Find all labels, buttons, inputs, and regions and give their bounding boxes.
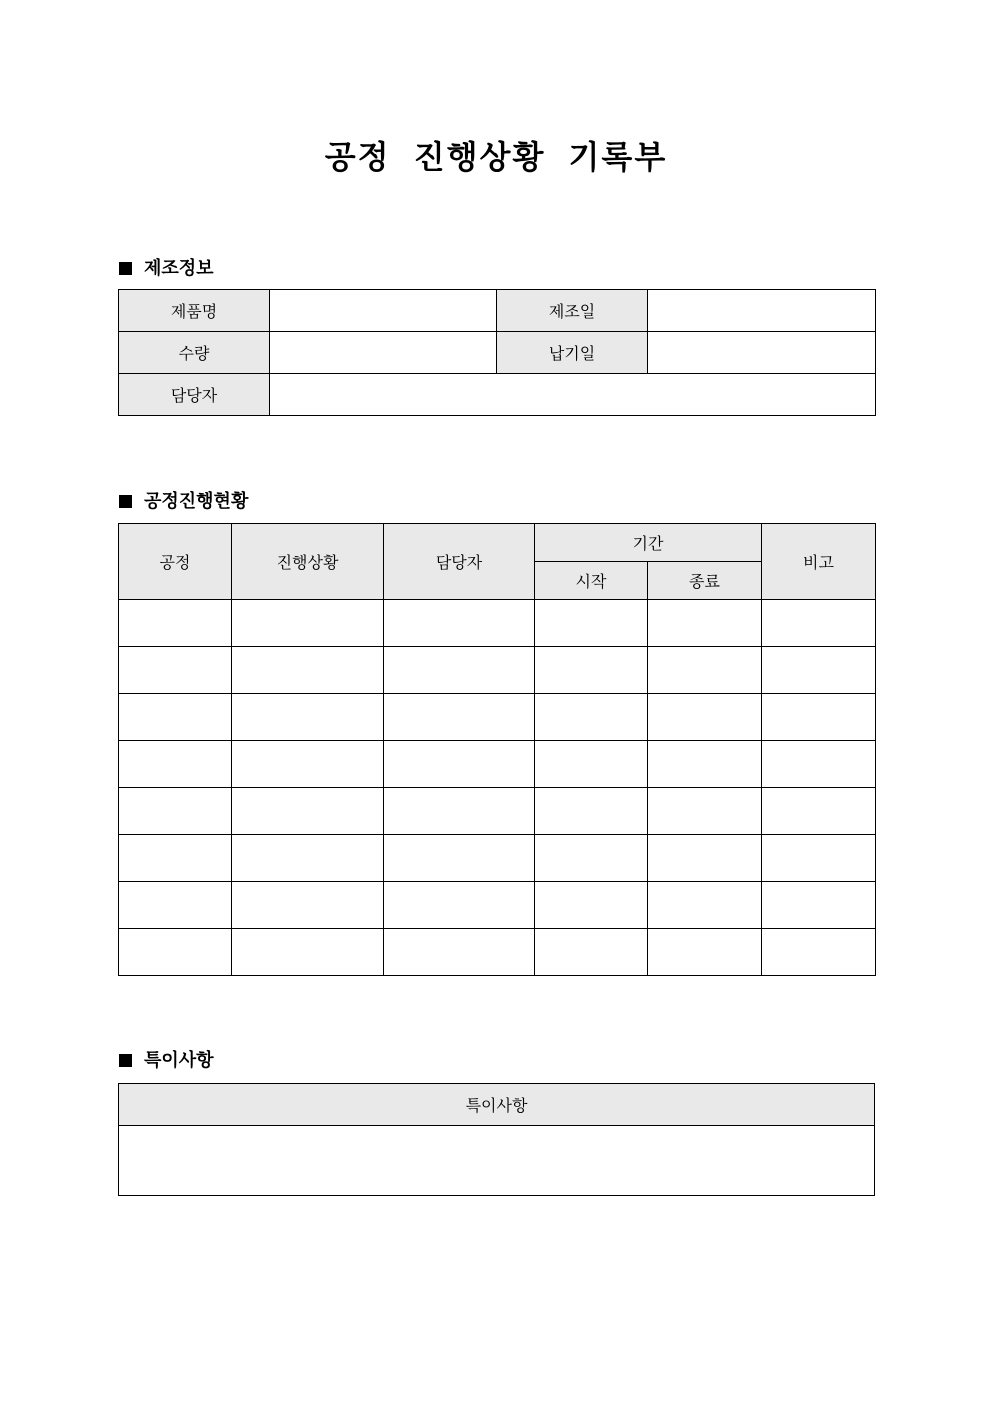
header-start: 시작 <box>535 562 648 600</box>
end-cell[interactable] <box>648 882 762 929</box>
end-cell[interactable] <box>648 788 762 835</box>
remarks-table <box>118 1083 875 1196</box>
process-status-table <box>118 523 876 976</box>
status-cell[interactable] <box>232 741 384 788</box>
table-row <box>119 600 876 647</box>
status-cell[interactable] <box>232 929 384 976</box>
end-cell[interactable] <box>648 600 762 647</box>
manager-cell[interactable] <box>384 882 535 929</box>
start-cell[interactable] <box>535 600 648 647</box>
section-heading-label: 공정진행현황 <box>144 491 249 512</box>
section-heading-manufacturing-info <box>119 254 214 280</box>
process-cell[interactable] <box>119 882 232 929</box>
header-end: 종료 <box>648 562 762 600</box>
status-cell[interactable] <box>232 694 384 741</box>
start-cell[interactable] <box>535 647 648 694</box>
note-cell[interactable] <box>762 882 876 929</box>
note-cell[interactable] <box>762 694 876 741</box>
table-row <box>119 647 876 694</box>
status-cell[interactable] <box>232 600 384 647</box>
manager-cell[interactable] <box>384 600 535 647</box>
status-cell[interactable] <box>232 647 384 694</box>
manufacture-date-field[interactable] <box>648 290 876 332</box>
manufacturing-info-table <box>118 289 876 416</box>
note-cell[interactable] <box>762 929 876 976</box>
table-row <box>119 788 876 835</box>
header-process: 공정 <box>119 524 232 600</box>
header-period: 기간 <box>535 524 762 562</box>
start-cell[interactable] <box>535 929 648 976</box>
manager-cell[interactable] <box>384 929 535 976</box>
section-heading-label: 제조정보 <box>144 258 214 279</box>
note-cell[interactable] <box>762 835 876 882</box>
status-cell[interactable] <box>232 788 384 835</box>
start-cell[interactable] <box>535 741 648 788</box>
process-cell[interactable] <box>119 600 232 647</box>
header-status: 진행상황 <box>232 524 384 600</box>
manager-cell[interactable] <box>384 694 535 741</box>
process-cell[interactable] <box>119 647 232 694</box>
end-cell[interactable] <box>648 835 762 882</box>
start-cell[interactable] <box>535 788 648 835</box>
note-cell[interactable] <box>762 600 876 647</box>
table-row <box>119 929 876 976</box>
process-cell[interactable] <box>119 694 232 741</box>
product-name-label: 제품명 <box>119 290 270 332</box>
start-cell[interactable] <box>535 835 648 882</box>
table-row <box>119 882 876 929</box>
remarks-header: 특이사항 <box>119 1084 875 1126</box>
end-cell[interactable] <box>648 694 762 741</box>
note-cell[interactable] <box>762 788 876 835</box>
manufacture-date-label: 제조일 <box>497 290 648 332</box>
end-cell[interactable] <box>648 741 762 788</box>
delivery-date-field[interactable] <box>648 332 876 374</box>
product-name-field[interactable] <box>270 290 497 332</box>
end-cell[interactable] <box>648 929 762 976</box>
table-row <box>119 694 876 741</box>
manager-label: 담당자 <box>119 374 270 416</box>
delivery-date-label: 납기일 <box>497 332 648 374</box>
manager-field[interactable] <box>270 374 876 416</box>
start-cell[interactable] <box>535 694 648 741</box>
quantity-label: 수량 <box>119 332 270 374</box>
note-cell[interactable] <box>762 647 876 694</box>
process-cell[interactable] <box>119 788 232 835</box>
header-manager: 담당자 <box>384 524 535 600</box>
quantity-field[interactable] <box>270 332 497 374</box>
process-cell[interactable] <box>119 835 232 882</box>
end-cell[interactable] <box>648 647 762 694</box>
manager-cell[interactable] <box>384 835 535 882</box>
manager-cell[interactable] <box>384 788 535 835</box>
section-heading-remarks <box>119 1046 214 1072</box>
page-title: 공정 진행상황 기록부 <box>324 138 668 176</box>
note-cell[interactable] <box>762 741 876 788</box>
remarks-content-field[interactable] <box>119 1126 875 1196</box>
table-row <box>119 835 876 882</box>
start-cell[interactable] <box>535 882 648 929</box>
process-cell[interactable] <box>119 929 232 976</box>
table-row <box>119 741 876 788</box>
square-bullet-icon <box>119 262 132 275</box>
status-cell[interactable] <box>232 882 384 929</box>
header-note: 비고 <box>762 524 876 600</box>
status-cell[interactable] <box>232 835 384 882</box>
square-bullet-icon <box>119 1054 132 1067</box>
section-heading-process-status <box>119 487 248 513</box>
manager-cell[interactable] <box>384 741 535 788</box>
square-bullet-icon <box>119 495 132 508</box>
manager-cell[interactable] <box>384 647 535 694</box>
section-heading-label: 특이사항 <box>144 1050 214 1071</box>
process-cell[interactable] <box>119 741 232 788</box>
